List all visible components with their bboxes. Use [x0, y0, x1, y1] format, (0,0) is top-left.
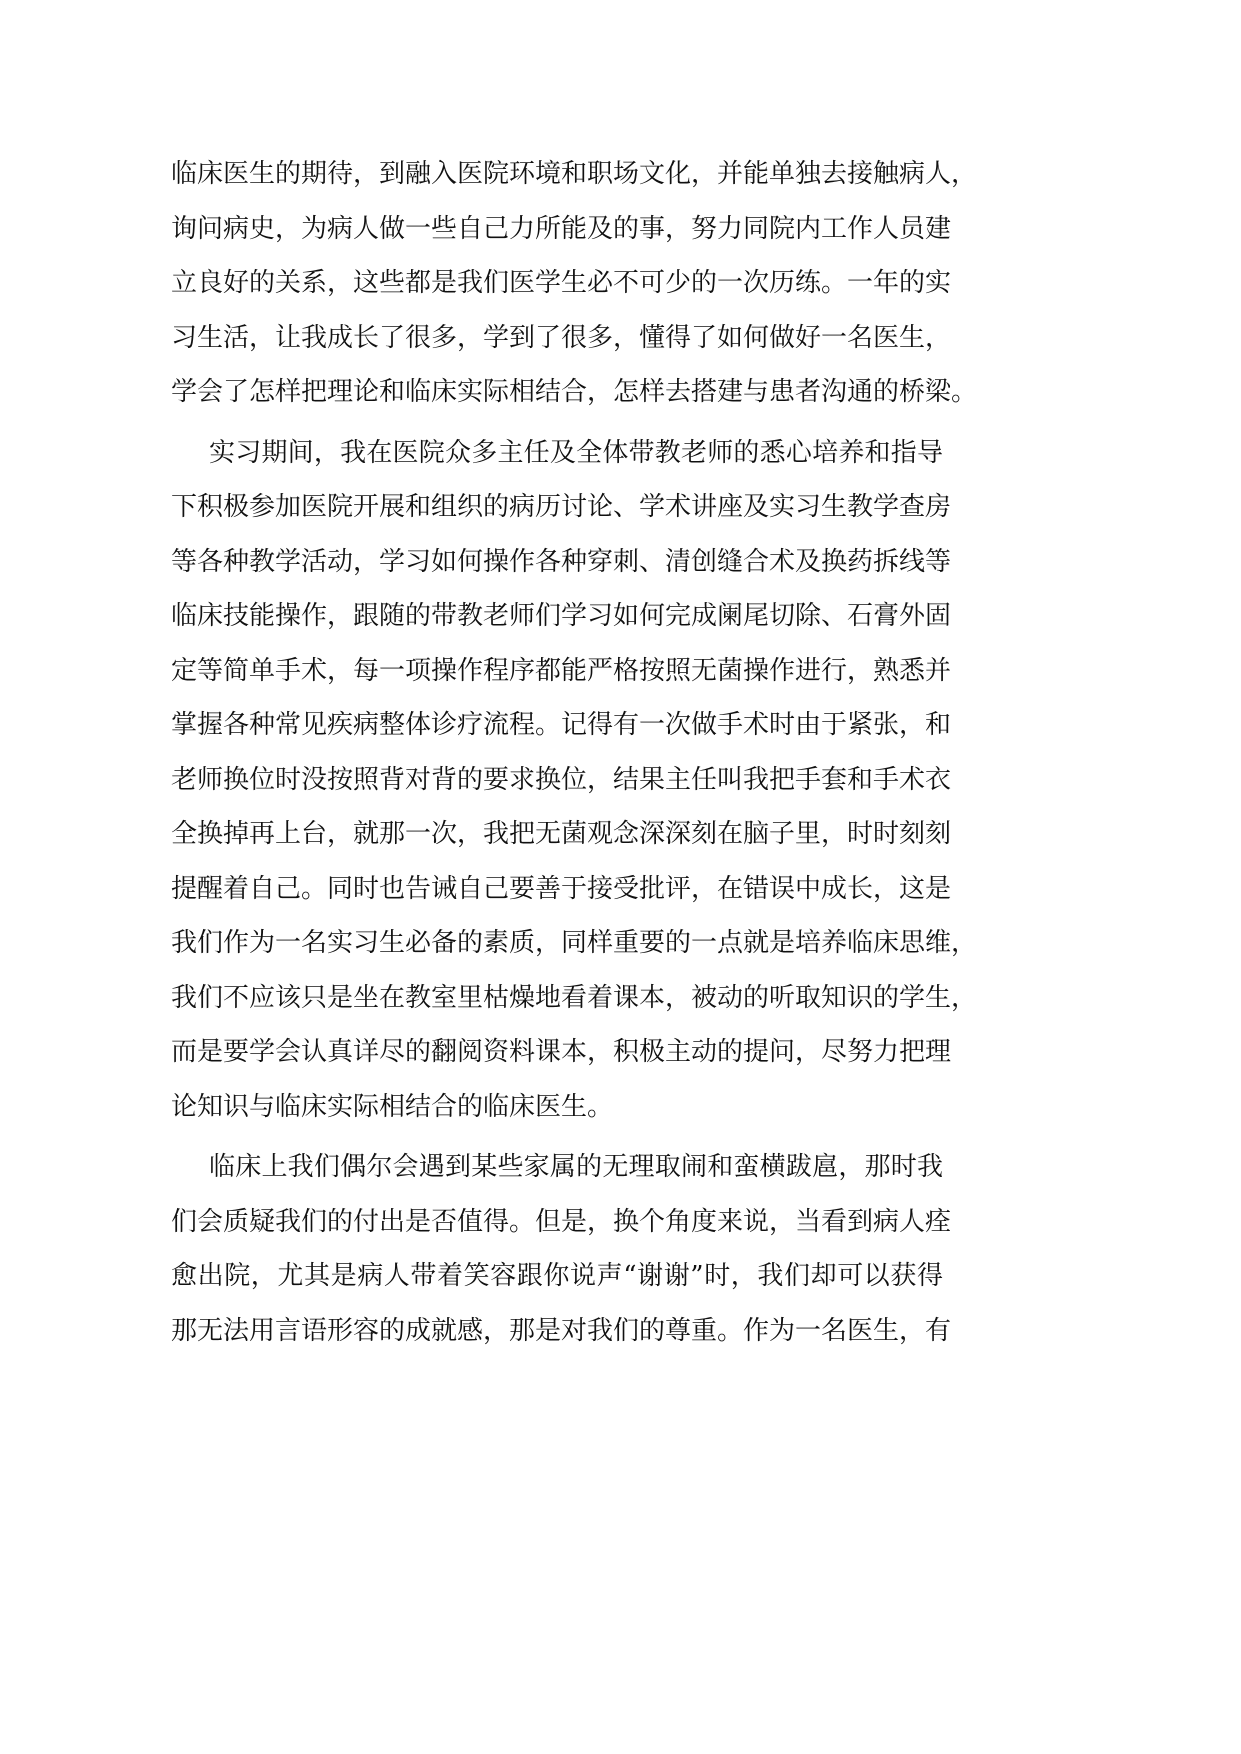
text-line: 临床技能操作，跟随的带教老师们学习如何完成阑尾切除、石膏外固 — [171, 601, 952, 631]
text-line: 定等简单手术，每一项操作程序都能严格按照无菌操作进行，熟悉并 — [171, 655, 952, 686]
text-line: 立良好的关系，这些都是我们医学生必不可少的一次历练。一年的实 — [171, 268, 952, 298]
text-line: 下积极参加医院开展和组织的病历讨论、学术讲座及实习生教学查房 — [171, 492, 952, 522]
text-line: 提醒着自己。同时也告诫自己要善于接受批评，在错误中成长，这是 — [171, 873, 952, 904]
text-line: 掌握各种常见疾病整体诊疗流程。记得有一次做手术时由于紧张，和 — [171, 710, 952, 740]
text-line: 全换掉再上台，就那一次，我把无菌观念深深刻在脑子里，时时刻刻 — [171, 819, 952, 849]
text-line: 学会了怎样把理论和临床实际相结合，怎样去搭建与患者沟通的桥梁。 — [171, 377, 978, 407]
body-text — [171, 147, 978, 1358]
text-line: 等各种教学活动，学习如何操作各种穿刺、清创缝合术及换药拆线等 — [171, 546, 952, 577]
text-line: 论知识与临床实际相结合的临床医生。 — [171, 1091, 614, 1122]
text-line: 那无法用言语形容的成就感，那是对我们的尊重。作为一名医生，有 — [171, 1315, 952, 1346]
text-line: 习生活，让我成长了很多，学到了很多，懂得了如何做好一名医生， — [171, 322, 952, 353]
text-line: 我们作为一名实习生必备的素质，同样重要的一点就是培养临床思维， — [171, 928, 978, 958]
text-line: 而是要学会认真详尽的翻阅资料课本，积极主动的提问，尽努力把理 — [171, 1037, 952, 1067]
text-line: 临床上我们偶尔会遇到某些家属的无理取闹和蛮横跋扈，那时我 — [209, 1152, 943, 1182]
text-line: 我们不应该只是坐在教室里枯燥地看着课本，被动的听取知识的学生， — [171, 982, 978, 1013]
text-line: 们会质疑我们的付出是否值得。但是，换个角度来说，当看到病人痊 — [171, 1206, 952, 1237]
text-line: 临床医生的期待，到融入医院环境和职场文化，并能单独去接触病人， — [171, 159, 978, 189]
text-line: 询问病史，为病人做一些自己力所能及的事，努力同院内工作人员建 — [171, 213, 952, 244]
text-line: 愈出院，尤其是病人带着笑容跟你说声“谢谢”时，我们却可以获得 — [171, 1261, 943, 1291]
text-line: 实习期间，我在医院众多主任及全体带教老师的悉心培养和指导 — [209, 437, 943, 468]
text-line: 老师换位时没按照背对背的要求换位，结果主任叫我把手套和手术衣 — [171, 764, 952, 795]
